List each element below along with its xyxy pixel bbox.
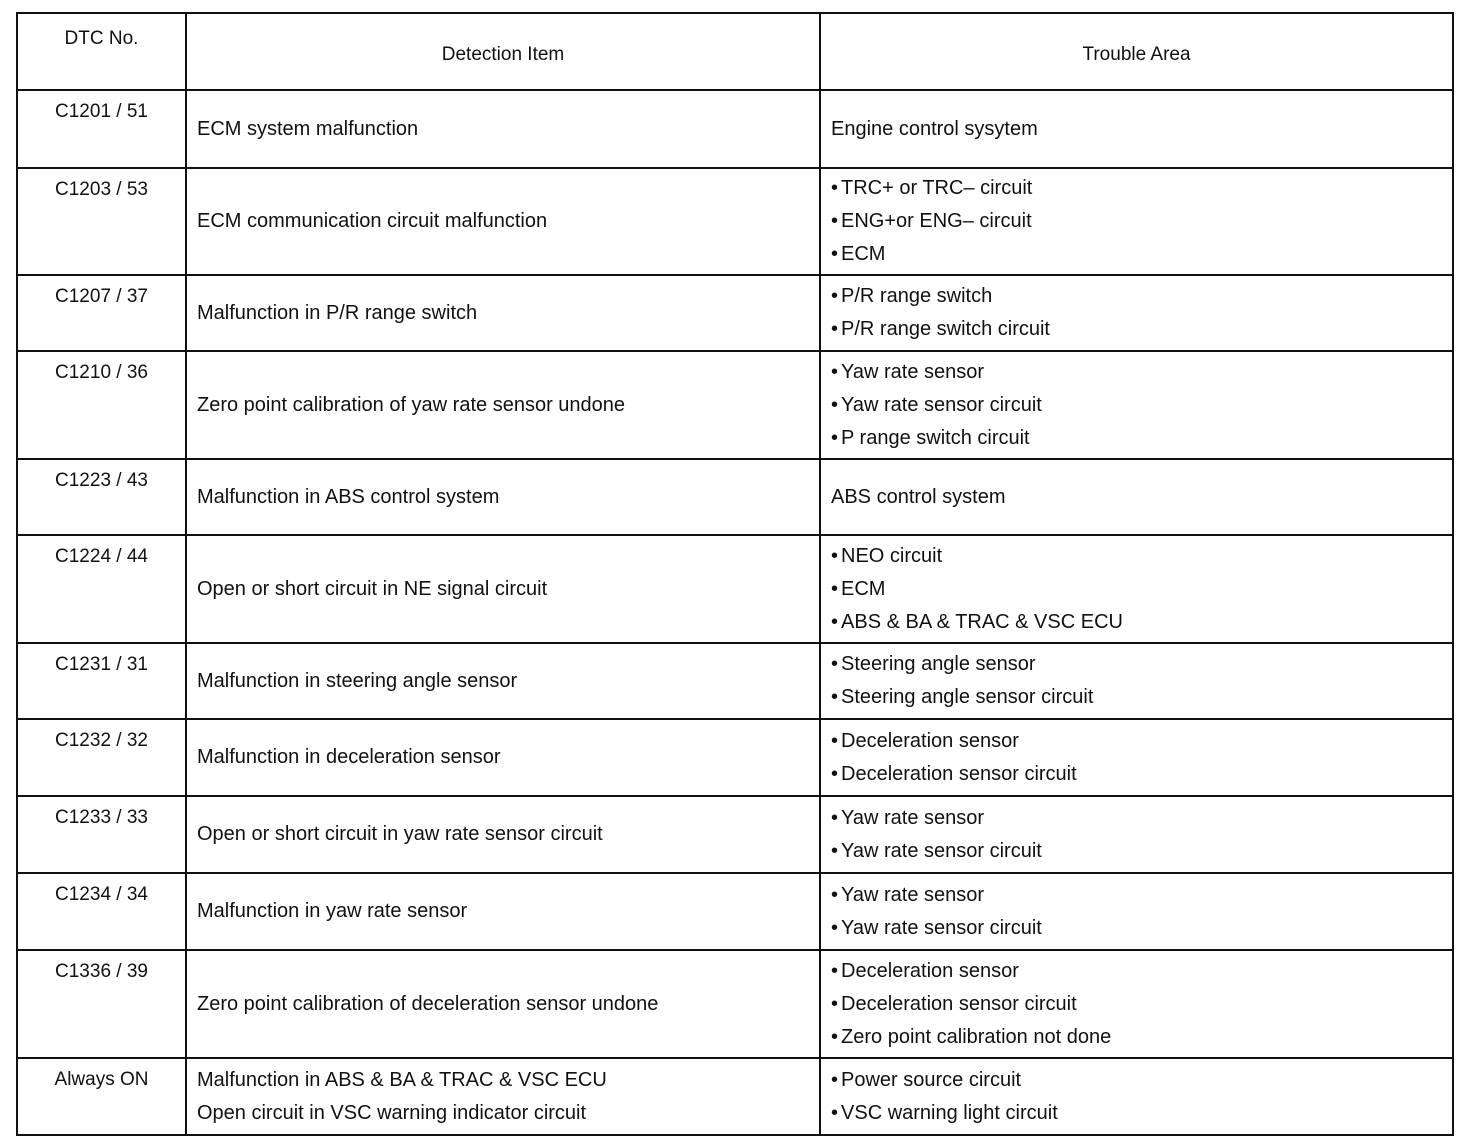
trouble-area-cell [820, 1058, 1453, 1135]
dtc-cell [17, 168, 186, 275]
dtc-code: Always ON [54, 1069, 149, 1090]
detection-item-text: ECM system malfunction [197, 117, 419, 140]
detection-item-cell [186, 1058, 820, 1135]
detection-item-cell [186, 796, 820, 873]
trouble-area-item: • Deceleration sensor [821, 725, 1452, 758]
detection-item-cell [186, 168, 820, 275]
trouble-area-item: ABS control system [831, 485, 1006, 508]
table-row [17, 535, 1453, 643]
trouble-area-item: • ABS & BA & TRAC & VSC ECU [821, 606, 1452, 639]
trouble-area-item: • Yaw rate sensor circuit [821, 835, 1452, 868]
detection-item-cell [186, 873, 820, 950]
table-header-row [17, 13, 1453, 90]
dtc-code: C1234 / 34 [55, 884, 148, 905]
detection-item-cell [186, 535, 820, 643]
dtc-code: C1201 / 51 [55, 101, 148, 122]
table-row [17, 719, 1453, 796]
table-row [17, 1058, 1453, 1135]
trouble-area-item: • Steering angle sensor circuit [821, 681, 1452, 714]
trouble-area-item: • P range switch circuit [821, 422, 1452, 455]
dtc-cell [17, 459, 186, 535]
dtc-cell [17, 950, 186, 1058]
trouble-area-item: • Yaw rate sensor circuit [821, 389, 1452, 422]
dtc-table [16, 12, 1454, 1136]
trouble-area-cell [820, 950, 1453, 1058]
dtc-code: C1233 / 33 [55, 807, 148, 828]
dtc-code: C1203 / 53 [55, 179, 148, 200]
detection-item-cell [186, 90, 820, 168]
detection-item-text: Malfunction in steering angle sensor [197, 669, 518, 692]
detection-item-text: Malfunction in deceleration sensor [197, 746, 501, 768]
trouble-area-item: • Power source circuit [821, 1064, 1452, 1097]
trouble-area-item: • TRC+ or TRC– circuit [821, 172, 1452, 205]
dtc-code: C1336 / 39 [55, 961, 148, 982]
header-trouble-area: Trouble Area [820, 13, 1453, 90]
trouble-area-cell [820, 719, 1453, 796]
dtc-code: C1224 / 44 [55, 546, 148, 567]
detection-item-cell [186, 719, 820, 796]
trouble-area-cell [820, 168, 1453, 275]
dtc-cell [17, 643, 186, 719]
dtc-code: C1210 / 36 [55, 362, 148, 383]
dtc-code: C1232 / 32 [55, 730, 148, 751]
trouble-area-item: • ECM [821, 238, 1452, 271]
trouble-area-cell [820, 90, 1453, 168]
trouble-area-item: • Yaw rate sensor [821, 802, 1452, 835]
table-row [17, 796, 1453, 873]
table-row [17, 351, 1453, 459]
detection-item-cell [186, 275, 820, 351]
trouble-area-item: • Deceleration sensor [821, 955, 1452, 988]
trouble-area-item: • ECM [821, 573, 1452, 606]
trouble-area-item: • ENG+or ENG– circuit [821, 205, 1452, 238]
detection-item-text: ECM communication circuit malfunction [197, 210, 548, 232]
detection-item-cell [186, 351, 820, 459]
trouble-area-item: • NEO circuit [821, 540, 1452, 573]
dtc-cell [17, 1058, 186, 1135]
detection-item-text: Open or short circuit in yaw rate sensor circuit [197, 823, 603, 845]
detection-item-cell [186, 950, 820, 1058]
detection-item-text: Zero point calibration of yaw rate sensor undone [197, 393, 626, 416]
trouble-area-item: • Steering angle sensor [821, 648, 1452, 681]
dtc-cell [17, 535, 186, 643]
dtc-code: C1207 / 37 [55, 286, 148, 307]
trouble-area-cell [820, 796, 1453, 873]
header-detection-item: Detection Item [186, 13, 820, 90]
dtc-cell [17, 873, 186, 950]
trouble-area-item: • Yaw rate sensor [821, 356, 1452, 389]
table-body [17, 90, 1453, 1135]
dtc-cell [17, 351, 186, 459]
trouble-area-cell [820, 275, 1453, 351]
detection-item-text: Malfunction in yaw rate sensor [197, 900, 468, 922]
trouble-area-item: • Deceleration sensor circuit [821, 988, 1452, 1021]
dtc-cell [17, 90, 186, 168]
table-row [17, 643, 1453, 719]
detection-item-text: Open or short circuit in NE signal circuit [197, 577, 548, 600]
detection-item-text: Malfunction in P/R range switch [197, 301, 478, 324]
dtc-code: C1231 / 31 [55, 654, 148, 675]
detection-item-text: Open circuit in VSC warning indicator circuit [197, 1101, 587, 1124]
table-row [17, 950, 1453, 1058]
trouble-area-item: Engine control sysytem [831, 117, 1038, 140]
trouble-area-item: • Yaw rate sensor circuit [821, 912, 1452, 945]
trouble-area-cell [820, 459, 1453, 535]
trouble-area-item: • Yaw rate sensor [821, 879, 1452, 912]
table-row [17, 459, 1453, 535]
header-dtc: DTC No. [17, 13, 186, 90]
detection-item-cell [186, 643, 820, 719]
detection-item-text: Zero point calibration of deceleration sensor undone [197, 992, 659, 1015]
trouble-area-item: • VSC warning light circuit [821, 1097, 1452, 1130]
detection-item-cell [186, 459, 820, 535]
trouble-area-cell [820, 643, 1453, 719]
trouble-area-cell [820, 873, 1453, 950]
trouble-area-cell [820, 535, 1453, 643]
trouble-area-item: • P/R range switch circuit [821, 313, 1452, 346]
trouble-area-item: • Zero point calibration not done [821, 1021, 1452, 1054]
trouble-area-cell [820, 351, 1453, 459]
detection-item-text: Malfunction in ABS & BA & TRAC & VSC ECU [197, 1068, 607, 1091]
table-row [17, 275, 1453, 351]
trouble-area-item: • P/R range switch [821, 280, 1452, 313]
table-row [17, 90, 1453, 168]
dtc-cell [17, 796, 186, 873]
trouble-area-item: • Deceleration sensor circuit [821, 758, 1452, 791]
table-row [17, 168, 1453, 275]
dtc-cell [17, 275, 186, 351]
dtc-cell [17, 719, 186, 796]
table-row [17, 873, 1453, 950]
detection-item-text: Malfunction in ABS control system [197, 485, 500, 508]
dtc-code: C1223 / 43 [55, 470, 148, 491]
